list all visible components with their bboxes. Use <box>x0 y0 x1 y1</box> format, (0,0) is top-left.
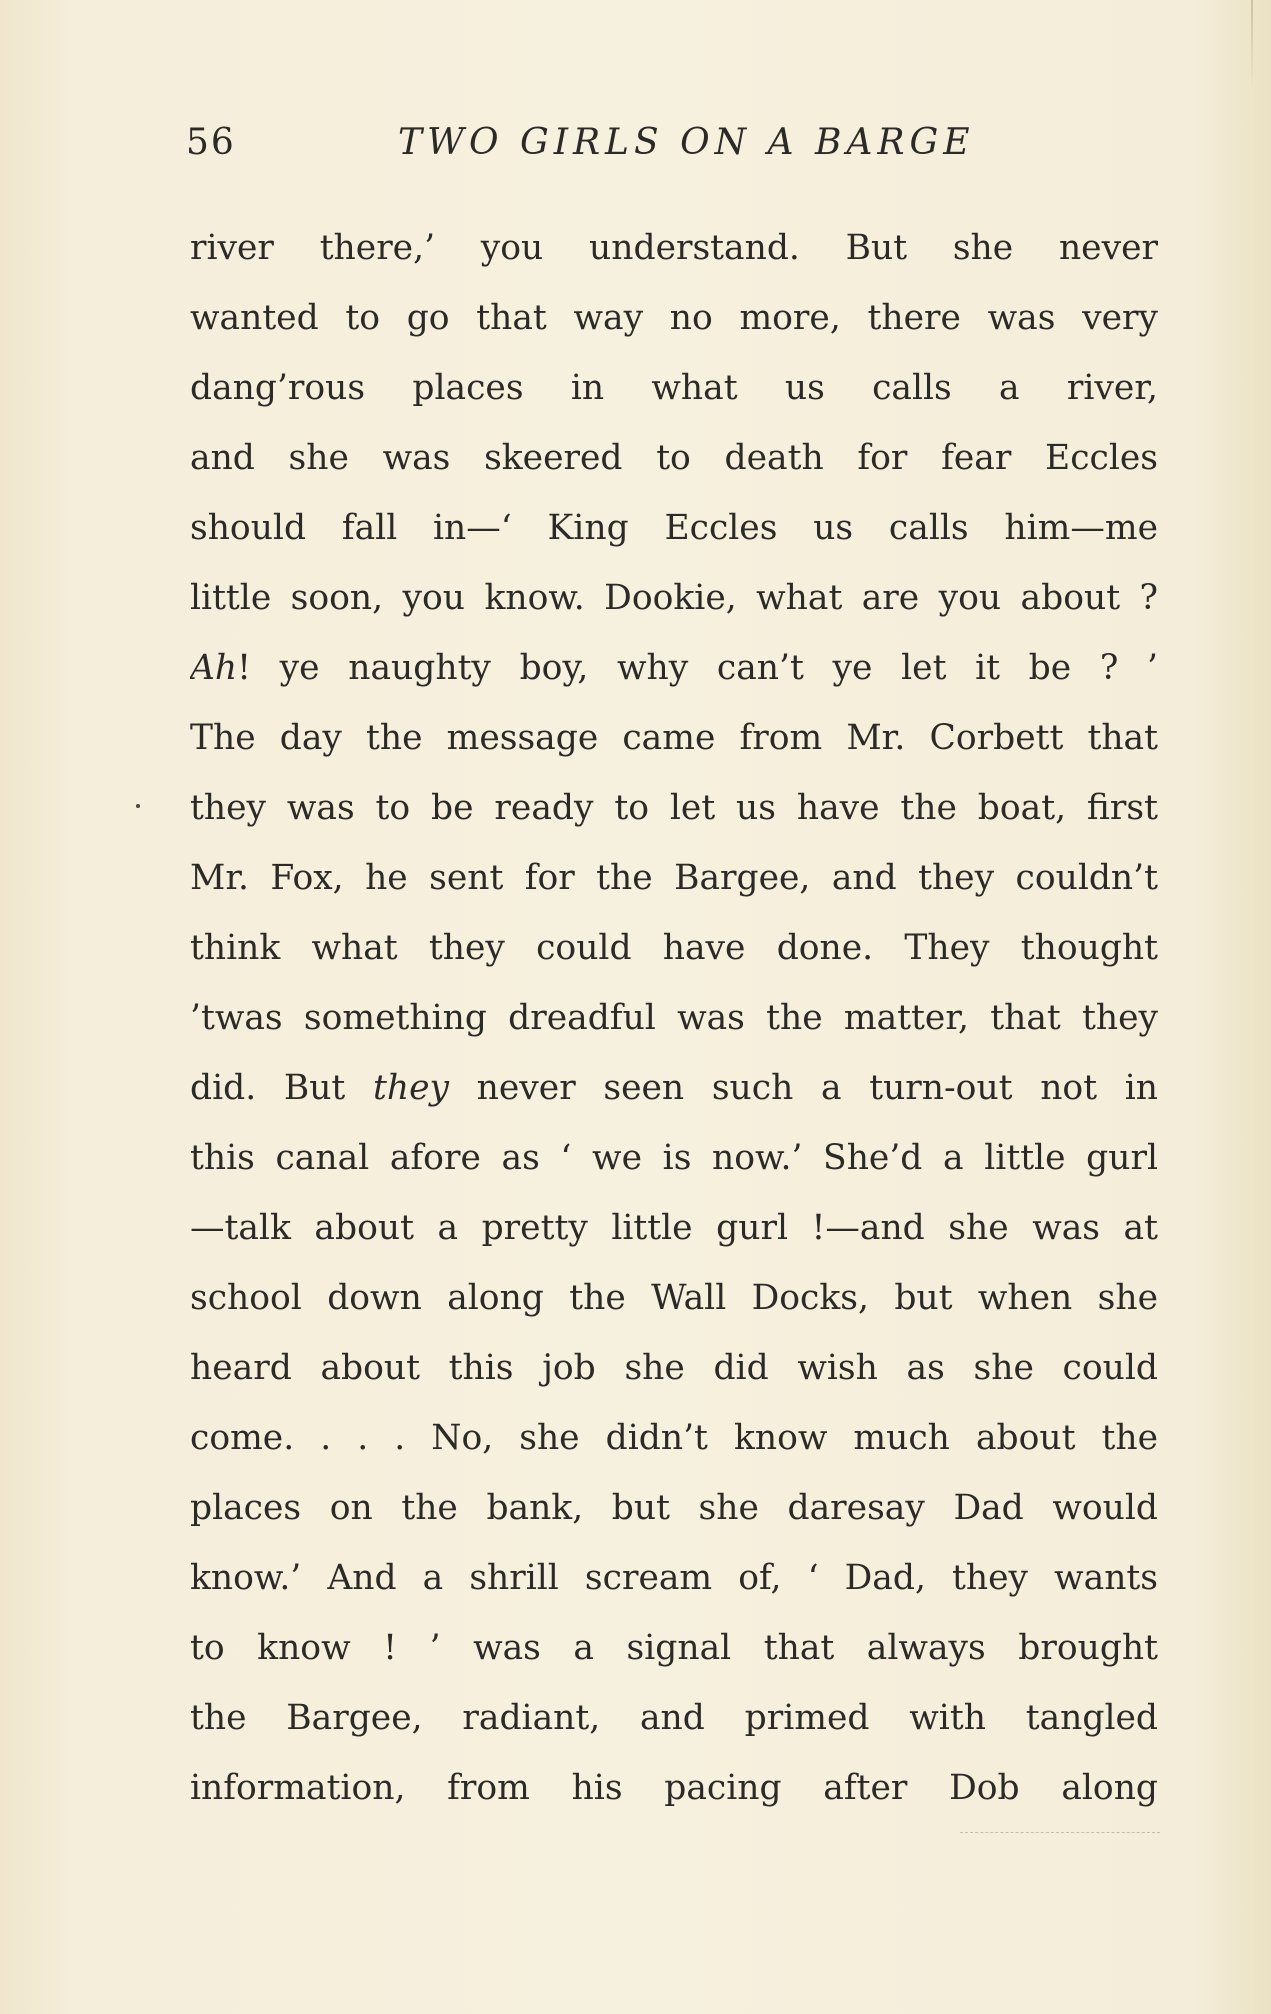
text-line: think what they could have done. They thought <box>190 928 1158 968</box>
italic-word: Ah <box>190 648 238 688</box>
text-line: places on the bank, but she daresay Dad would <box>190 1488 1158 1528</box>
bottom-rule <box>960 1832 1160 1834</box>
page-edge-shadow <box>1251 0 1253 90</box>
text-line: wanted to go that way no more, there was very <box>190 298 1158 338</box>
page-number: 56 <box>186 122 236 163</box>
text-line: heard about this job she did wish as she could <box>190 1348 1158 1388</box>
running-title: TWO GIRLS ON A BARGE <box>398 122 975 163</box>
body-text <box>190 224 1158 1834</box>
text-line: ’twas something dreadful was the matter, that they <box>190 998 1158 1038</box>
text-line: Mr. Fox, he sent for the Bargee, and they couldn’t <box>190 858 1158 898</box>
text-line: they was to be ready to let us have the boat, first <box>190 788 1158 828</box>
text-line: The day the message came from Mr. Corbett that <box>190 718 1158 758</box>
text-line: did. But they never seen such a turn-out not in <box>190 1068 1158 1108</box>
margin-mark <box>136 804 140 808</box>
text-line: this canal afore as ‘ we is now.’ She’d a little gurl <box>190 1138 1158 1178</box>
text-line: school down along the Wall Docks, but when she <box>190 1278 1158 1318</box>
text-line: know.’ And a shrill scream of, ‘ Dad, they wants <box>190 1558 1158 1598</box>
italic-word: they <box>372 1068 449 1108</box>
text-line: the Bargee, radiant, and primed with tangled <box>190 1698 1158 1738</box>
text-line: Ah! ye naughty boy, why can’t ye let it be ? ’ <box>190 648 1158 688</box>
text-line: little soon, you know. Dookie, what are you about ? <box>190 578 1158 618</box>
text-line: come. . . . No, she didn’t know much about the <box>190 1418 1158 1458</box>
text-line: to know ! ’ was a signal that always brought <box>190 1628 1158 1668</box>
text-line: —talk about a pretty little gurl !—and she was at <box>190 1208 1158 1248</box>
text-line: river there,’ you understand. But she never <box>190 228 1158 268</box>
text-line: dang’rous places in what us calls a river, <box>190 368 1158 408</box>
running-head <box>186 122 1156 172</box>
text-line: information, from his pacing after Dob along <box>190 1768 1158 1808</box>
text-line: should fall in—‘ King Eccles us calls him—me <box>190 508 1158 548</box>
text-line: and she was skeered to death for fear Eccles <box>190 438 1158 478</box>
